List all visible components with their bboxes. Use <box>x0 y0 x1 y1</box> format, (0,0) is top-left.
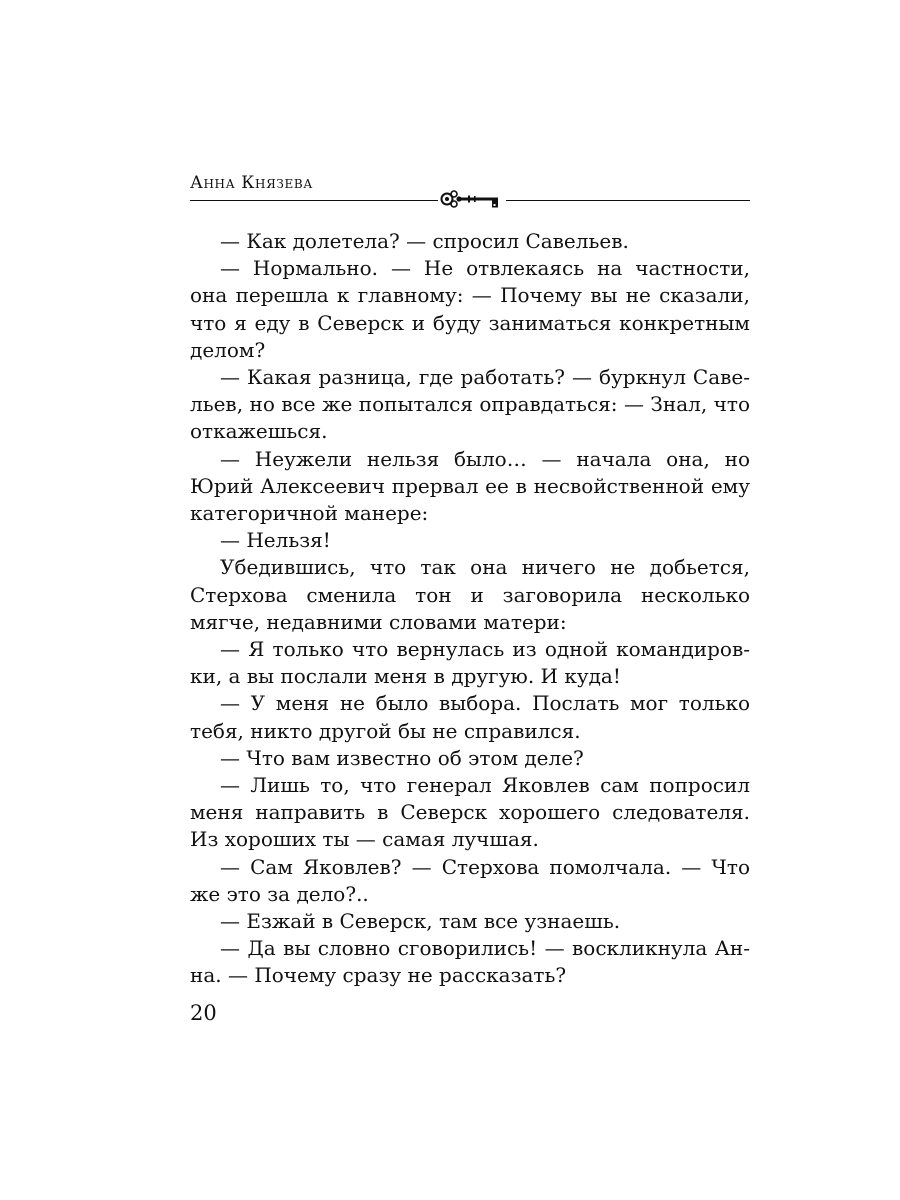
paragraph: — Как долетела? — спросил Савельев. <box>220 229 629 253</box>
paragraph: — Неужели нельзя было… — начала она, но Юрий Алексеевич прервал ее в несвойственной ему категоричной манере: <box>190 446 750 526</box>
paragraph: — Нормально. — Не отвлекаясь на частности, она перешла к главному: — Почему вы не сказали, что я еду в Северск и буду заниматься конкретным делом? <box>190 256 750 362</box>
key-icon <box>438 187 506 211</box>
paragraph: — Лишь то, что генерал Яковлев сам попросил меня направить в Северск хорошего следователя. Из хороших ты — самая лучшая. <box>190 773 750 852</box>
author-name: Анна Князева <box>190 173 313 193</box>
paragraph: — Нельзя! <box>220 528 331 553</box>
page-number: 20 <box>190 1001 217 1025</box>
paragraph: — Что вам известно об этом деле? <box>220 745 584 770</box>
paragraph: Убедившись, что так она ничего не добьется, Стерхова сменила тон и заговорила несколько мягче, недавними словами матери: <box>190 555 750 634</box>
paragraph: — Сам Яковлев? — Стерхова помолчала. — Что же это за дело?.. <box>190 854 750 906</box>
paragraph: — Я только что вернулась из одной командировки, а вы послали меня в другую. И куда! <box>190 637 750 689</box>
body-text <box>190 228 750 990</box>
running-header <box>190 165 750 215</box>
paragraph: — Да вы словно сговорились! — воскликнула Анна. — Почему сразу не рассказать? <box>190 936 750 988</box>
paragraph: — У меня не было выбора. Послать мог только тебя, никто другой бы не справился. <box>190 691 750 743</box>
paragraph: — Езжай в Северск, там все узнаешь. <box>220 909 621 934</box>
paragraph: — Какая разница, где работать? — буркнул Савельев, но все же попытался оправдаться: — Знал, что откажешься. <box>190 365 750 444</box>
